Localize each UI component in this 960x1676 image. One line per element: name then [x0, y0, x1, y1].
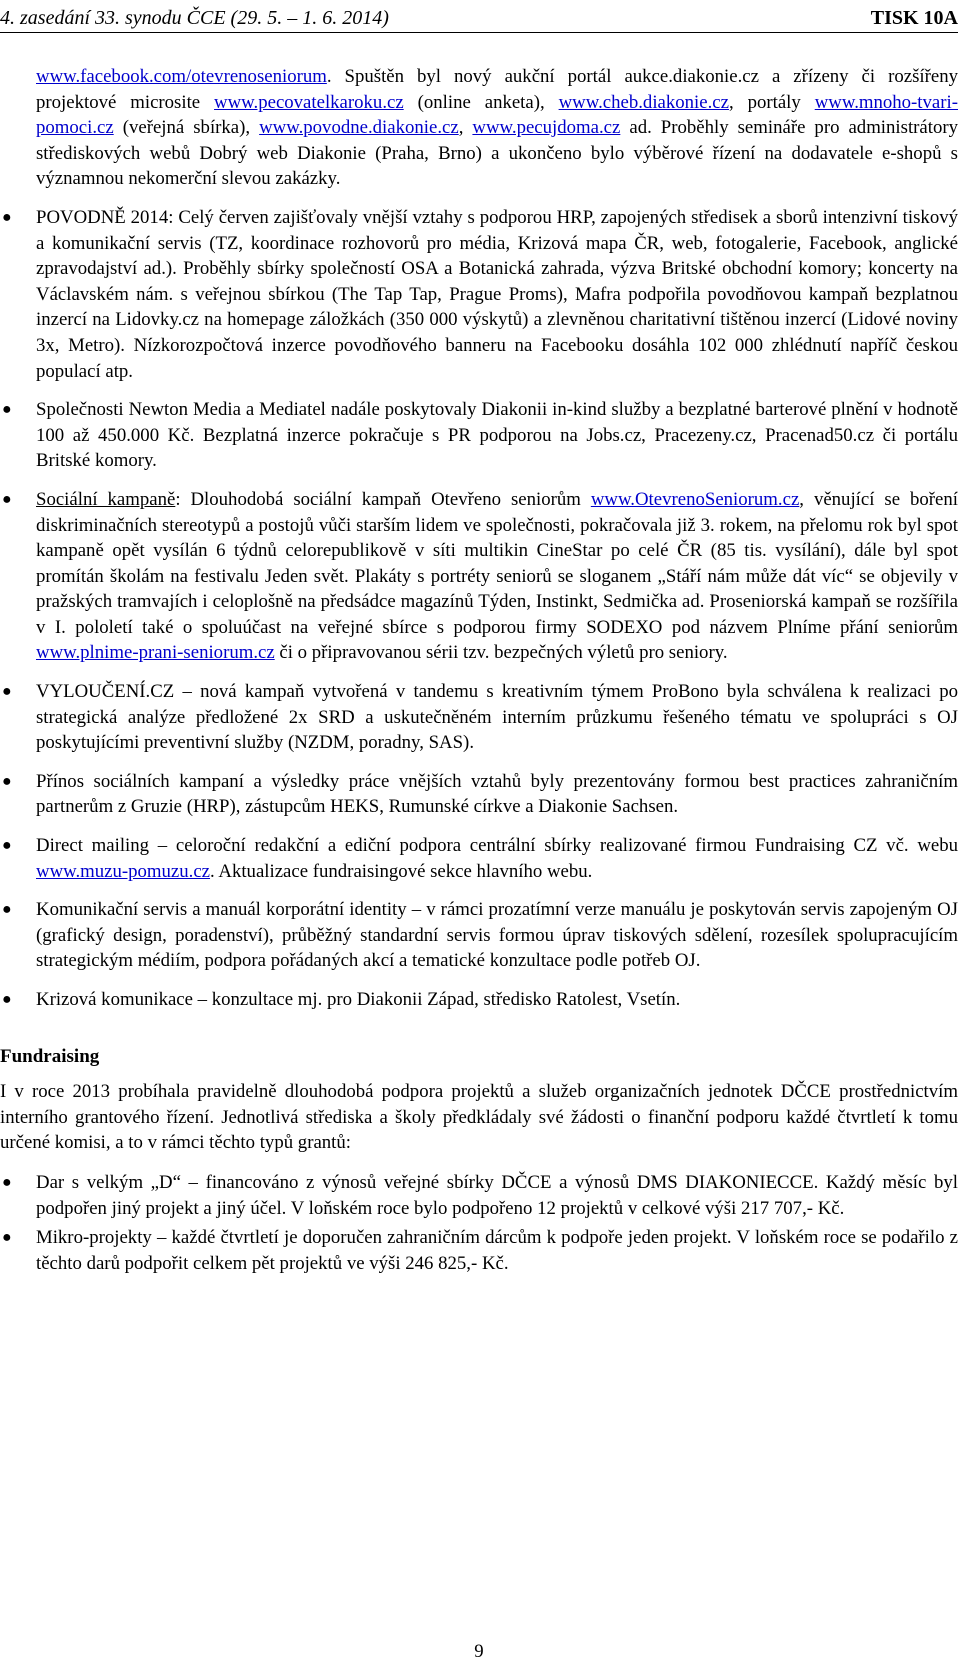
- link-mnoho-tvari-pomoci[interactable]: www.mnoho-tvari-pomoci.cz: [36, 91, 958, 139]
- list-item-newton: ● Společnosti Newton Media a Mediatel nadále poskytovaly Diakonii in-kind služby a bezplatné barterové plnění v hodnotě 100 až 450.000 Kč. Bezplatná inzerce pokračuje s PR podporou na Jobs.cz, Pracezeny.cz, Pracenad50.cz či portálu Britské komory.: [2, 399, 958, 472]
- list-item-krizova-komunikace: ● Krizová komunikace – konzultace mj. pro Diakonii Západ, středisko Ratolest, Vsetín.: [0, 987, 958, 1013]
- link-otevrenoseniorum[interactable]: www.OtevrenoSeniorum.cz: [590, 488, 800, 510]
- link-pecujdoma[interactable]: www.pecujdoma.cz: [472, 117, 621, 139]
- bullet-icon: ●: [2, 901, 12, 919]
- bullet-icon: ●: [2, 1173, 12, 1191]
- fundraising-heading: Fundraising: [0, 1045, 100, 1067]
- header-session-title: 4. zasedání 33. synodu ČCE (29. 5. – 1. 6. 2014): [0, 7, 389, 29]
- list-item-dar: ● Dar s velkým „D“ – financováno z výnosů veřejné sbírky DČCE a výnosů DMS DIAKONIECCE. Každý měsíc byl podpořen jiný projekt a jiný účel. V loňském roce bylo podpořeno 12 projektů v celkové výši 217 707,- Kč.: [2, 1171, 958, 1219]
- link-cheb-diakonie[interactable]: www.cheb.diakonie.cz: [558, 91, 729, 113]
- link-muzu-pomuzu[interactable]: www.muzu-pomuzu.cz: [36, 860, 211, 882]
- list-item-komunikacni-servis: ● Komunikační servis a manuál korporátní identity – v rámci prozatímní verze manuálu je poskytován servis zapojeným OJ (grafický design, poradenství), průběžný standardní servis formou úprav tiskových sdělení, rozesílek spolupracujícím strategickým médiím, podpora pořádaných akcí a tematické konzultace podle potřeb OJ.: [2, 899, 958, 972]
- grant-types-list: [0, 1170, 958, 1276]
- bullet-icon: ●: [2, 772, 12, 790]
- document-body: [0, 64, 958, 1280]
- list-item-prinos: ● Přínos sociálních kampaní a výsledky práce vnějších vztahů byly prezentovány formou best practices zahraničním partnerům z Gruzie (HRP), zástupcům HEKS, Rumunské církve a Diakonie Sachsen.: [2, 770, 958, 818]
- fundraising-intro: I v roce 2013 probíhala pravidelně dlouhodobá podpora projektů a služeb organizačních jednotek DČCE prostřednictvím interního grantového řízení. Jednotlivá střediska a školy předkládaly své žádosti o finanční podporu každé čtvrtletí k tomu určené komisi, a to v rámci těchto typů grantů:: [0, 1081, 958, 1154]
- bullet-icon: ●: [2, 1229, 12, 1247]
- link-povodne-diakonie[interactable]: www.povodne.diakonie.cz: [259, 117, 459, 139]
- bullet-icon: ●: [2, 401, 12, 419]
- page-number: 9: [474, 1641, 484, 1662]
- activities-list: [0, 205, 958, 1013]
- page-header: [0, 6, 958, 33]
- bullet-icon: ●: [2, 490, 12, 508]
- socialni-kampane-label: Sociální kampaně: [36, 488, 176, 510]
- bullet-icon: ●: [2, 991, 12, 1008]
- list-item-direct-mailing: ● Direct mailing – celoroční redakční a ediční podpora centrální sbírky realizované firmou Fundraising CZ vč. webu www.muzu-pomuzu.cz. Aktualizace fundraisingové sekce hlavního webu.: [2, 835, 958, 882]
- bullet-icon: ●: [2, 837, 12, 855]
- list-item-vylouceni: ● VYLOUČENÍ.CZ – nová kampaň vytvořená v tandemu s kreativním týmem ProBono byla schválena k realizaci po strategická analýze předložené 2x SRD a uskutečněném interním průzkumu řešeného tématu ve spolupráci s OJ poskytujícími preventivní služby (NZDM, poradny, SAS).: [2, 681, 958, 754]
- list-item-povodne: ● POVODNĚ 2014: Celý červen zajišťovaly vnější vztahy s podporou HRP, zapojených středisek a sborů intenzivní tiskový a komunikační servis (TZ, koordinace rozhovorů pro média, Krizová mapa ČR, web, fotogalerie, Facebook, anglické zpravodajství ad.). Proběhly sbírky společností OSA a Botanická zahrada, výzva Britské obchodní komory; koncerty na Václavském nám. s veřejnou sbírkou (The Tap Tap, Prague Proms), Mafra podpořila povodňovou kampaň bezplatnou inzercí na Lidovky.cz na homepage záložkách (350 000 výskytů) a zlevněnou charitativní tištěnou inzercí (Lidové noviny 3x, Metro). Nízkorozpočtová inzerce povodňového banneru na Facebooku dosáhla 102 000 zhlédnutí napříč českou populací atp.: [2, 206, 958, 382]
- list-item-socialni-kampane: ● Sociální kampaně: Dlouhodobá sociální kampaň Otevřeno seniorům www.OtevrenoSeniorum.cz, věnující se boření diskriminačních stereotypů a postojů vůči starším lidem ve společnosti, pokračovala již 3. rokem, na přelomu rok byl spot kampaně opět vysílán 6 týdnů celorepublikově v síti multikin CineStar po celé ČR (85 tis. vysílání), dále byl spot promítán školám na festivalu Jeden svět. Plakáty s portréty seniorů se sloganem „Stáří nám může dát víc“ se objevily v pražských tramvajích i celoplošně na předsádce magazínů Týden, Instinkt, Sedmička ad. Proseniorská kampaň se rozšířila v I. pololetí také o spoluúčast na veřejné sbírce s podporou firmy SODEXO pod názvem Plníme přání seniorům www.plnime-prani-seniorum.cz či o připravovanou sérii tzv. bezpečných výletů pro seniory.: [2, 488, 958, 664]
- link-facebook[interactable]: www.facebook.com/otevrenoseniorum: [36, 66, 327, 87]
- bullet-icon: ●: [2, 683, 12, 701]
- link-pecovatelkaroku[interactable]: www.pecovatelkaroku.cz: [214, 91, 404, 113]
- list-item-mikro-projekty: ● Mikro-projekty – každé čtvrtletí je doporučen zahraničním dárcům k podpoře jeden projekt. V loňském roce se podařilo z těchto darů podpořit celkem pět projektů ve výši 246 825,- Kč.: [2, 1227, 958, 1274]
- link-plnime-prani-seniorum[interactable]: www.plnime-prani-seniorum.cz: [36, 642, 275, 664]
- bullet-icon: ●: [2, 208, 12, 226]
- header-print-number: TISK 10A: [870, 7, 958, 29]
- intro-paragraph: www.facebook.com/otevrenoseniorum. Spuštěn byl nový aukční portál aukce.diakonie.cz a zřízeny či rozšířeny projektové microsite www.pecovatelkaroku.cz (online anketa), www.cheb.diakonie.cz, portály www.mnoho-tvari-pomoci.cz (veřejná sbírka), www.povodne.diakonie.cz, www.pecujdoma.cz ad. Proběhly semináře pro administrátory střediskových webů Dobrý web Diakonie (Praha, Brno) a ukončeno bylo výběrové řízení na dodavatele e-shopů s významnou nekomerční slevou zakázky.: [36, 66, 959, 190]
